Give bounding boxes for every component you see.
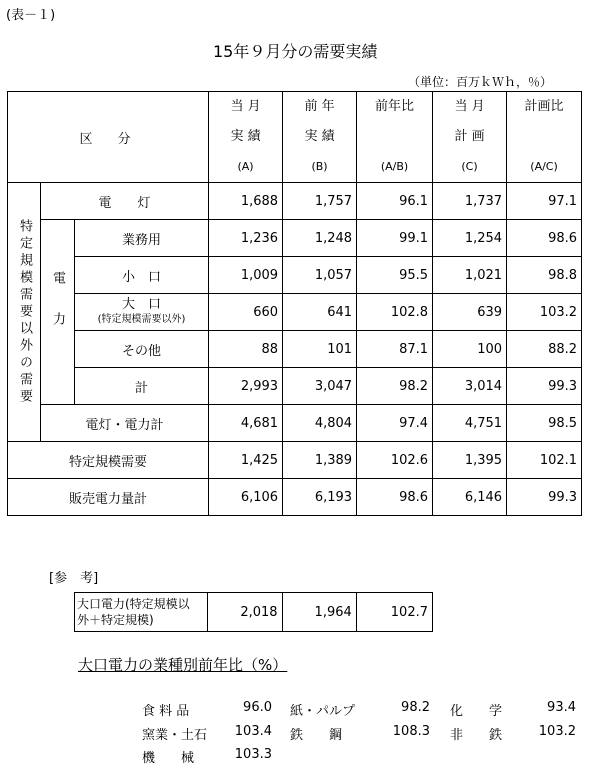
cell-a: 1,009 [209,257,283,294]
cell-c: 6,146 [433,479,507,516]
table-row [75,593,433,632]
cell-c: 1,021 [433,257,507,294]
table-row [8,442,582,479]
row-label: 電灯・電力計 [41,405,209,442]
header-plan: 当 月 計 画 (C) [433,92,507,183]
cell-b: 1,389 [283,442,357,479]
row-label: その他 [75,331,209,368]
cell-ac: 98.8 [507,257,582,294]
header-plan-ratio: 計画比 (A/C) [507,92,582,183]
table-row [8,405,582,442]
industry-name: 鉄 鋼 [290,728,343,743]
table-row [8,257,582,294]
reference-heading: [参 考] [49,571,99,586]
row-label: 特定規模需要 [8,442,209,479]
header-kubun: 区 分 [8,92,209,183]
table-row [8,368,582,405]
cell-ab: 102.8 [357,294,433,331]
table-row [8,183,582,220]
cell-c: 3,014 [433,368,507,405]
industry-value: 103.3 [234,747,272,762]
table-label: (表－１) [6,8,56,23]
cell-ab: 102.7 [356,593,432,632]
table-row [8,294,582,331]
industry-name: 紙・パルプ [290,704,356,719]
header-current-actual: 当 月 実 績 (A) [209,92,283,183]
industry-value: 103.2 [538,724,576,739]
cell-a: 1,236 [209,220,283,257]
header-prev-actual: 前 年 実 績 (B) [283,92,357,183]
cell-ac: 102.1 [507,442,582,479]
demand-table [7,91,582,516]
industry-value: 103.4 [234,724,272,739]
group-label: 特定規模需要以外の需要 [8,183,41,442]
cell-a: 1,425 [209,442,283,479]
industry-value: 108.3 [392,724,430,739]
cell-b: 1,057 [283,257,357,294]
cell-ac: 88.2 [507,331,582,368]
row-label: 計 [75,368,209,405]
table-row [8,331,582,368]
industry-name: 食 料 品 [142,704,190,719]
cell-a: 6,106 [209,479,283,516]
cell-c: 100 [433,331,507,368]
cell-b: 1,964 [282,593,356,632]
unit-note: （単位：百万ｋＷｈ，％） [408,75,553,89]
cell-ac: 103.2 [507,294,582,331]
cell-ac: 98.6 [507,220,582,257]
industry-name: 機 械 [142,751,195,766]
table-row [8,479,582,516]
cell-b: 1,757 [283,183,357,220]
cell-ab: 87.1 [357,331,433,368]
cell-a: 2,018 [208,593,282,632]
header-yoy: 前年比 (A/B) [357,92,433,183]
industry-value: 93.4 [547,700,576,715]
reference-table [74,592,433,632]
industry-heading: 大口電力の業種別前年比（%） [78,656,288,674]
industry-value: 96.0 [243,700,272,715]
cell-ab: 98.2 [357,368,433,405]
industry-name: 化 学 [450,704,503,719]
cell-b: 6,193 [283,479,357,516]
row-label: 小 口 [75,257,209,294]
table-row [8,220,582,257]
cell-b: 3,047 [283,368,357,405]
page-title: 15年９月分の需要実績 [213,42,378,61]
row-label: 大 口 (特定規模需要以外) [75,294,209,331]
cell-a: 88 [209,331,283,368]
cell-c: 1,254 [433,220,507,257]
reference-label: 大口電力(特定規模以 外＋特定規模) [75,593,208,632]
industry-value: 98.2 [401,700,430,715]
cell-ab: 96.1 [357,183,433,220]
cell-c: 1,395 [433,442,507,479]
cell-a: 660 [209,294,283,331]
cell-b: 4,804 [283,405,357,442]
cell-ab: 102.6 [357,442,433,479]
cell-ab: 99.1 [357,220,433,257]
cell-ab: 98.6 [357,479,433,516]
cell-c: 1,737 [433,183,507,220]
cell-a: 1,688 [209,183,283,220]
cell-ac: 99.3 [507,479,582,516]
cell-c: 4,751 [433,405,507,442]
cell-ac: 98.5 [507,405,582,442]
cell-ac: 97.1 [507,183,582,220]
denryoku-label: 電力 [41,220,75,405]
header-row [8,92,582,183]
cell-b: 1,248 [283,220,357,257]
cell-ac: 99.3 [507,368,582,405]
cell-a: 4,681 [209,405,283,442]
cell-c: 639 [433,294,507,331]
cell-b: 641 [283,294,357,331]
row-label: 販売電力量計 [8,479,209,516]
cell-ab: 95.5 [357,257,433,294]
row-label: 業務用 [75,220,209,257]
cell-ab: 97.4 [357,405,433,442]
industry-name: 窯業・土石 [142,728,208,743]
cell-a: 2,993 [209,368,283,405]
cell-b: 101 [283,331,357,368]
row-label: 電 灯 [41,183,209,220]
industry-name: 非 鉄 [450,728,503,743]
